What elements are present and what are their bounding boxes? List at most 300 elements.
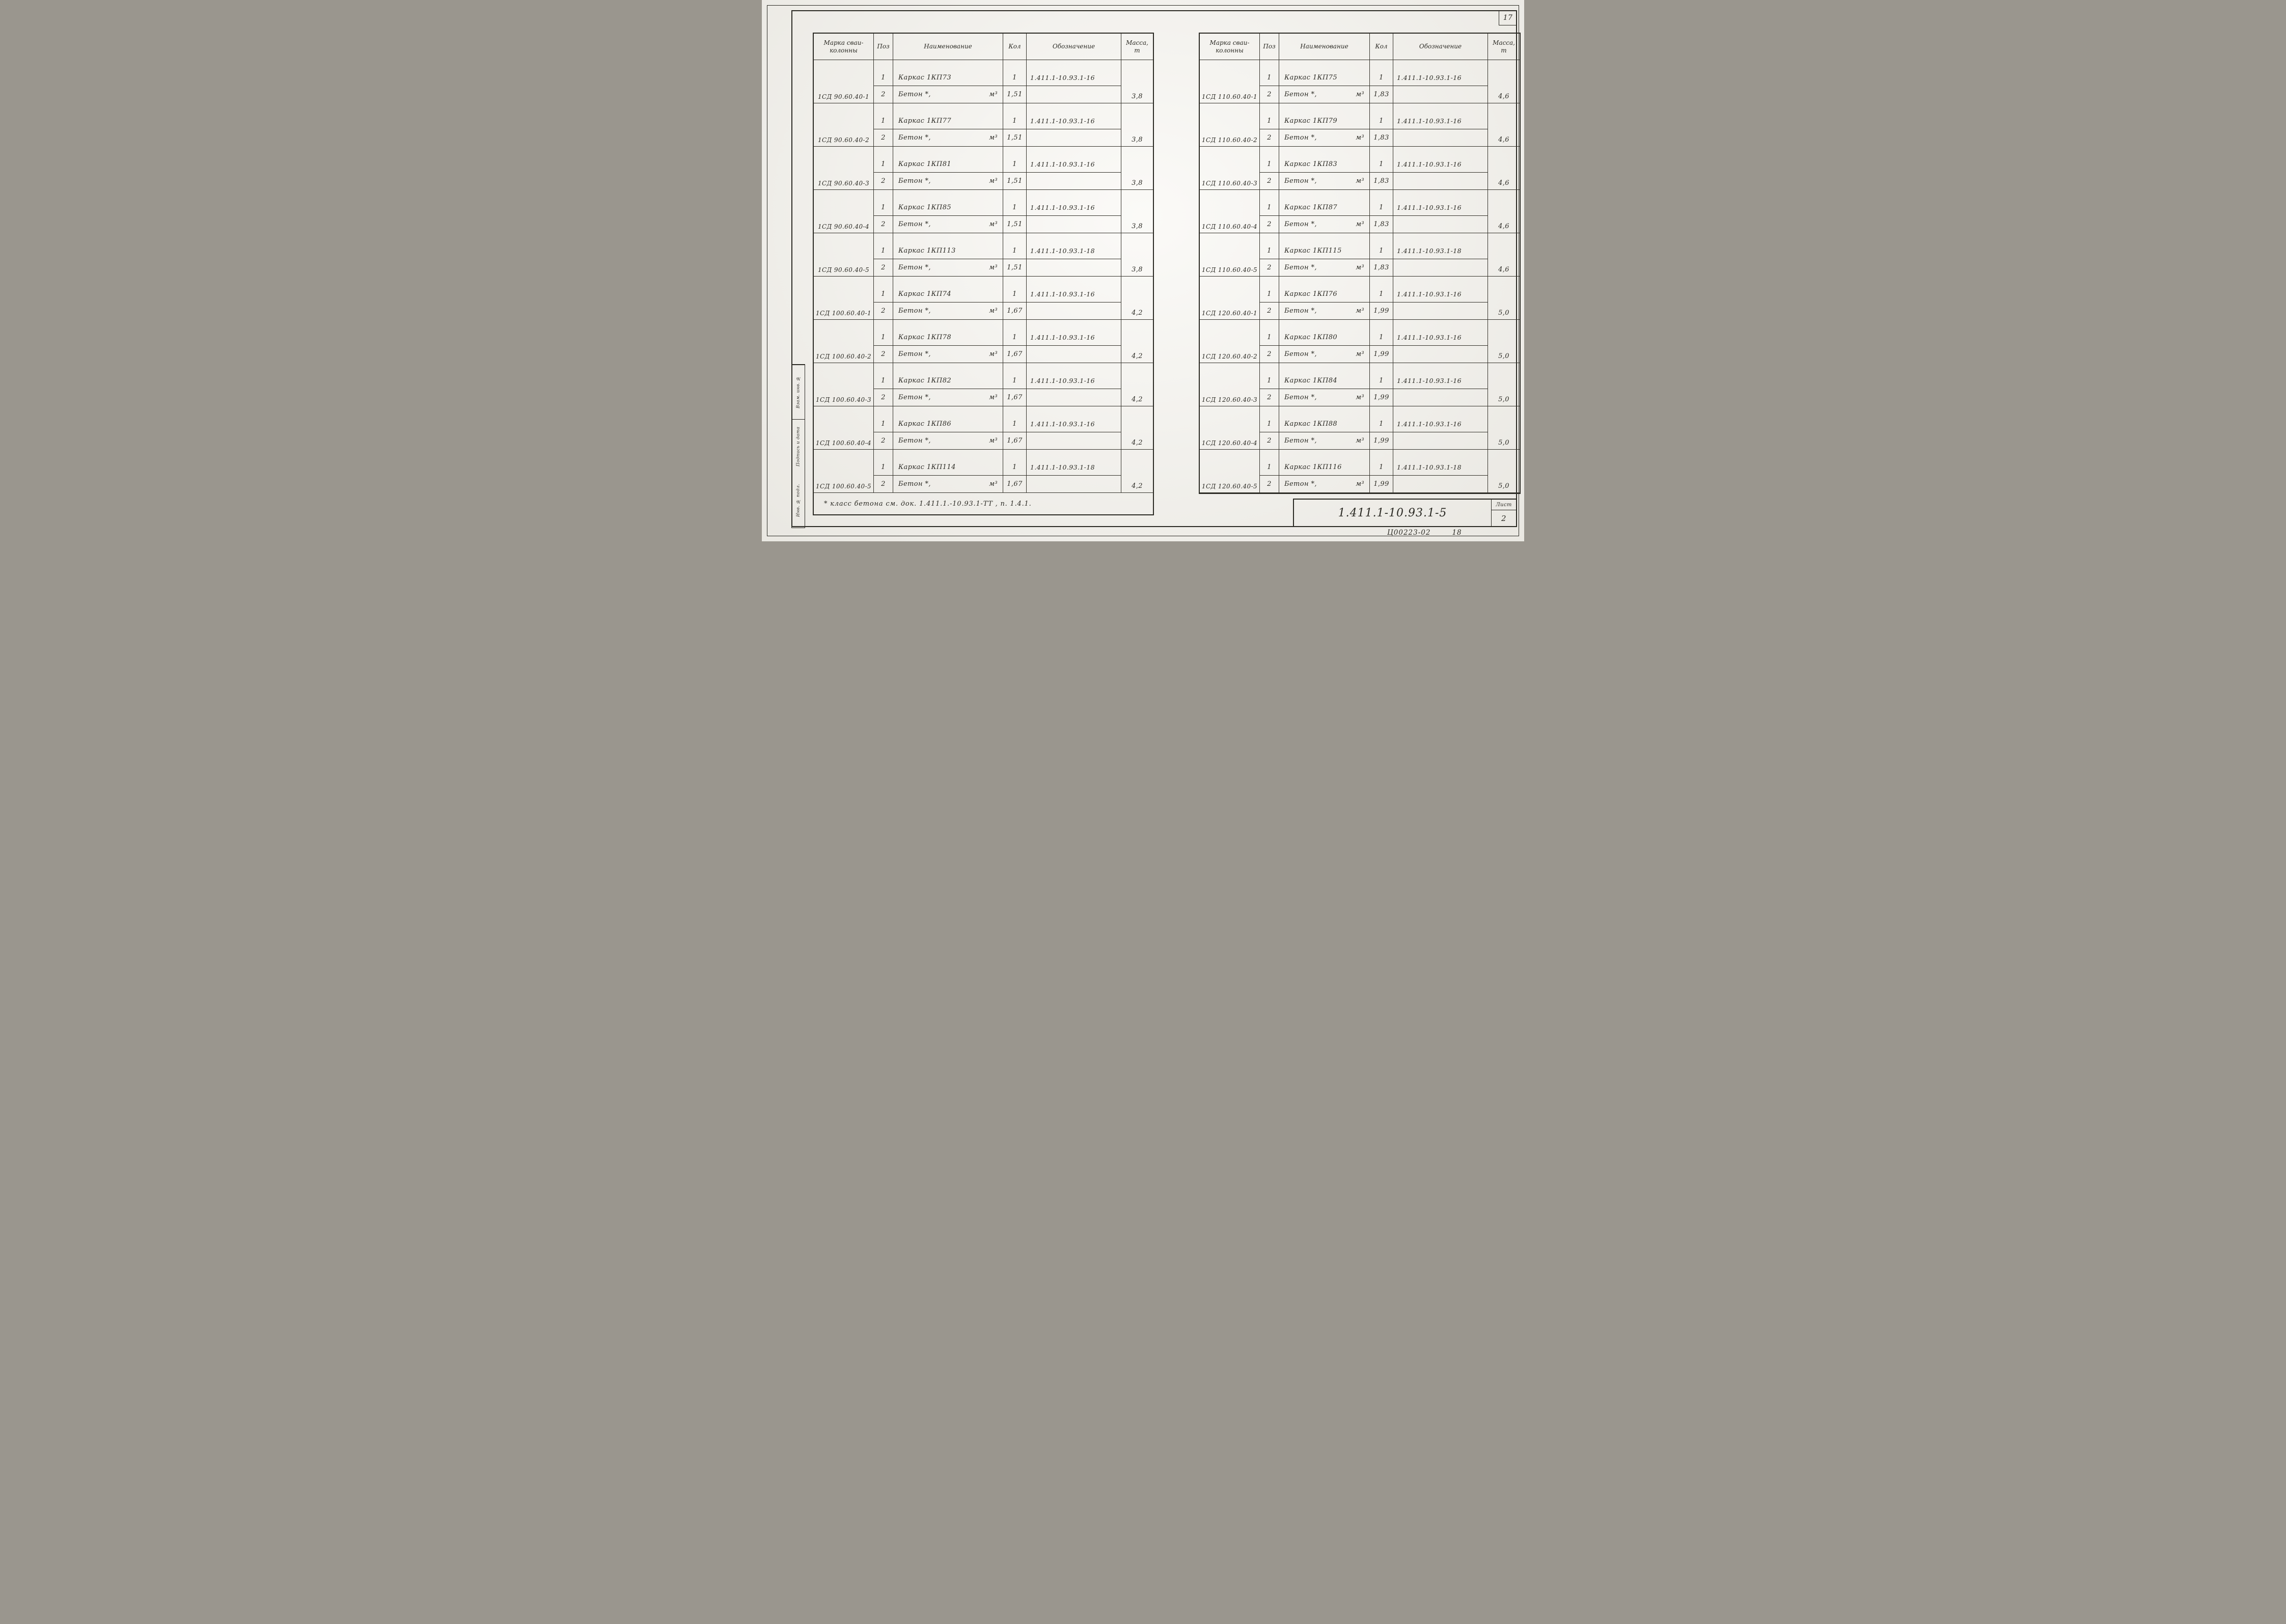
spacer-cell	[874, 277, 893, 286]
designation-cell	[1393, 476, 1488, 492]
table-body	[1200, 60, 1520, 493]
designation-cell: 1.411.1-10.93.1-18	[1393, 459, 1488, 476]
unit-label: м³	[989, 134, 998, 142]
spec-row-group	[1200, 450, 1520, 493]
poz-cell: 2	[874, 302, 893, 319]
spacer-cell	[1260, 363, 1279, 372]
name-cell: Каркас 1КП77	[893, 113, 1003, 129]
spacer-cell	[1370, 147, 1393, 156]
massa-cell: 5,0	[1498, 396, 1509, 403]
kol-cell: 1,83	[1370, 129, 1393, 146]
unit-label: м³	[989, 437, 998, 445]
mark-cell: 1СД 100.60.40-3	[814, 363, 874, 406]
poz-cell: 2	[1260, 346, 1279, 363]
header-designation: Обозначение	[1027, 34, 1121, 60]
poz-cell: 2	[1260, 259, 1279, 276]
poz-cell: 2	[874, 346, 893, 363]
unit-label: м³	[989, 350, 998, 358]
spacer-cell	[1260, 406, 1279, 416]
designation-cell	[1027, 173, 1121, 189]
spacer-cell	[1393, 320, 1488, 329]
massa-cell: 4,2	[1132, 352, 1143, 360]
spacer-cell	[874, 190, 893, 199]
poz-cell: 1	[1260, 329, 1279, 346]
designation-cell: 1.411.1-10.93.1-16	[1027, 156, 1121, 173]
kol-cell: 1,51	[1003, 216, 1027, 233]
massa-cell: 5,0	[1498, 482, 1509, 490]
drawing-sheet	[762, 0, 1524, 541]
spacer-cell	[1260, 233, 1279, 242]
spacer-cell	[1279, 320, 1370, 329]
designation-cell: 1.411.1-10.93.1-16	[1027, 69, 1121, 86]
poz-cell: 2	[874, 259, 893, 276]
kol-cell: 1,99	[1370, 389, 1393, 406]
poz-cell: 1	[1260, 199, 1279, 216]
name-cell: Каркас 1КП79	[1279, 113, 1370, 129]
mark-cell: 1СД 120.60.40-2	[1200, 320, 1260, 363]
spacer-cell	[1260, 60, 1279, 69]
mark-cell: 1СД 100.60.40-2	[814, 320, 874, 363]
designation-cell	[1393, 302, 1488, 319]
header-name: Наименование	[1279, 34, 1370, 60]
mark-cell: 1СД 90.60.40-1	[814, 60, 874, 103]
massa-cell: 5,0	[1498, 352, 1509, 360]
unit-label: м³	[1356, 307, 1364, 315]
unit-label: м³	[1356, 134, 1364, 142]
unit-label: м³	[1356, 221, 1364, 228]
spacer-cell	[1260, 450, 1279, 459]
stamp-inv-podl: Инв. № подл.	[795, 484, 801, 517]
spacer-cell	[1003, 233, 1027, 242]
kol-cell: 1,67	[1003, 476, 1027, 492]
header-poz: Поз	[874, 34, 893, 60]
name-cell: Бетон *, м³	[1279, 476, 1370, 492]
poz-cell: 1	[874, 199, 893, 216]
spacer-cell	[1393, 190, 1488, 199]
spacer-cell	[893, 103, 1003, 113]
spacer-cell	[1260, 103, 1279, 113]
spacer-cell	[1260, 320, 1279, 329]
designation-cell	[1027, 259, 1121, 276]
kol-cell: 1	[1003, 459, 1027, 476]
spacer-cell	[1393, 147, 1488, 156]
designation-cell	[1393, 389, 1488, 406]
mark-cell: 1СД 110.60.40-5	[1200, 233, 1260, 276]
spacer-cell	[1027, 320, 1121, 329]
designation-cell	[1027, 129, 1121, 146]
header-kol: Кол	[1370, 34, 1393, 60]
designation-cell: 1.411.1-10.93.1-16	[1393, 416, 1488, 432]
poz-cell: 2	[874, 86, 893, 103]
name-cell: Бетон *, м³	[893, 389, 1003, 406]
poz-cell: 1	[1260, 416, 1279, 432]
designation-cell: 1.411.1-10.93.1-16	[1027, 416, 1121, 432]
unit-label: м³	[989, 394, 998, 401]
spec-row-group	[1200, 190, 1520, 233]
name-cell: Бетон *, м³	[893, 216, 1003, 233]
unit-label: м³	[1356, 91, 1364, 98]
unit-label: м³	[1356, 480, 1364, 488]
sheet-counter-label: Лист	[1492, 500, 1516, 510]
unit-label: м³	[989, 264, 998, 271]
spacer-cell	[1279, 103, 1370, 113]
poz-cell: 1	[874, 156, 893, 173]
mark-cell: 1СД 100.60.40-4	[814, 406, 874, 449]
name-cell: Каркас 1КП74	[893, 286, 1003, 302]
unit-label: м³	[1356, 264, 1364, 271]
spacer-cell	[1370, 277, 1393, 286]
massa-cell: 4,6	[1498, 93, 1509, 100]
designation-cell: 1.411.1-10.93.1-16	[1393, 329, 1488, 346]
spacer-cell	[1027, 233, 1121, 242]
spacer-cell	[874, 320, 893, 329]
spacer-cell	[893, 277, 1003, 286]
spacer-cell	[1260, 147, 1279, 156]
poz-cell: 1	[874, 459, 893, 476]
kol-cell: 1,51	[1003, 86, 1027, 103]
header-poz: Поз	[1260, 34, 1279, 60]
designation-cell: 1.411.1-10.93.1-16	[1027, 329, 1121, 346]
poz-cell: 1	[1260, 286, 1279, 302]
spacer-cell	[893, 190, 1003, 199]
spec-row-group	[814, 406, 1153, 450]
designation-cell	[1027, 302, 1121, 319]
spacer-cell	[1260, 277, 1279, 286]
designation-cell	[1027, 432, 1121, 449]
massa-cell: 4,2	[1132, 439, 1143, 447]
mark-cell: 1СД 120.60.40-4	[1200, 406, 1260, 449]
poz-cell: 2	[1260, 216, 1279, 233]
sheet-counter-value: 2	[1501, 513, 1506, 523]
spacer-cell	[1393, 60, 1488, 69]
spacer-cell	[1027, 147, 1121, 156]
kol-cell: 1	[1003, 242, 1027, 259]
spacer-cell	[874, 147, 893, 156]
mark-cell: 1СД 90.60.40-3	[814, 147, 874, 189]
name-cell: Каркас 1КП81	[893, 156, 1003, 173]
name-cell: Бетон *, м³	[893, 259, 1003, 276]
kol-cell: 1	[1003, 372, 1027, 389]
spacer-cell	[1279, 233, 1370, 242]
name-cell: Бетон *, м³	[1279, 173, 1370, 189]
name-cell: Бетон *, м³	[893, 432, 1003, 449]
kol-cell: 1	[1370, 372, 1393, 389]
name-cell: Каркас 1КП113	[893, 242, 1003, 259]
spec-row-group	[814, 277, 1153, 320]
unit-label: м³	[1356, 437, 1364, 445]
kol-cell: 1,67	[1003, 302, 1027, 319]
kol-cell: 1,51	[1003, 129, 1027, 146]
designation-cell	[1027, 86, 1121, 103]
spacer-cell	[1003, 363, 1027, 372]
spacer-cell	[874, 103, 893, 113]
footnote: * класс бетона см. док. 1.411.1.-10.93.1-ТТ , п. 1.4.1.	[824, 500, 1032, 508]
massa-cell: 3,8	[1132, 179, 1143, 187]
unit-label: м³	[989, 480, 998, 488]
spacer-cell	[1370, 450, 1393, 459]
spacer-cell	[1393, 233, 1488, 242]
spacer-cell	[1027, 277, 1121, 286]
footer-codes	[1387, 529, 1462, 537]
name-cell: Каркас 1КП78	[893, 329, 1003, 346]
designation-cell	[1393, 346, 1488, 363]
unit-label: м³	[989, 177, 998, 185]
spacer-cell	[1393, 450, 1488, 459]
kol-cell: 1,83	[1370, 259, 1393, 276]
spec-row-group	[814, 233, 1153, 277]
footer-archive-code: Ц00223-02	[1387, 529, 1431, 537]
header-mark: Марка сваи-колонны	[814, 34, 874, 60]
poz-cell: 2	[1260, 476, 1279, 492]
footer-page-number: 18	[1452, 529, 1462, 537]
mark-cell: 1СД 90.60.40-2	[814, 103, 874, 146]
spacer-cell	[1003, 147, 1027, 156]
poz-cell: 2	[1260, 129, 1279, 146]
kol-cell: 1,83	[1370, 173, 1393, 189]
spacer-cell	[874, 60, 893, 69]
name-cell: Каркас 1КП88	[1279, 416, 1370, 432]
poz-cell: 2	[874, 432, 893, 449]
spec-row-group	[1200, 277, 1520, 320]
name-cell: Каркас 1КП86	[893, 416, 1003, 432]
spacer-cell	[1003, 406, 1027, 416]
designation-cell: 1.411.1-10.93.1-18	[1393, 242, 1488, 259]
spec-row-group	[1200, 147, 1520, 190]
spacer-cell	[1027, 363, 1121, 372]
mark-cell: 1СД 90.60.40-4	[814, 190, 874, 233]
poz-cell: 1	[874, 286, 893, 302]
designation-cell: 1.411.1-10.93.1-18	[1027, 242, 1121, 259]
name-cell: Каркас 1КП84	[1279, 372, 1370, 389]
spacer-cell	[1279, 190, 1370, 199]
kol-cell: 1	[1003, 416, 1027, 432]
spec-row-group	[1200, 60, 1520, 103]
name-cell: Каркас 1КП87	[1279, 199, 1370, 216]
spacer-cell	[1003, 320, 1027, 329]
spec-row-group	[814, 320, 1153, 363]
mark-cell: 1СД 100.60.40-5	[814, 450, 874, 492]
title-block	[1293, 499, 1517, 527]
kol-cell: 1,99	[1370, 302, 1393, 319]
kol-cell: 1,99	[1370, 346, 1393, 363]
mark-cell: 1СД 90.60.40-5	[814, 233, 874, 276]
spacer-cell	[874, 233, 893, 242]
designation-cell: 1.411.1-10.93.1-16	[1027, 372, 1121, 389]
spec-row-group	[814, 363, 1153, 406]
table-header	[1200, 34, 1520, 60]
spacer-cell	[1003, 450, 1027, 459]
poz-cell: 2	[874, 389, 893, 406]
header-massa: Масса, т	[1121, 34, 1153, 60]
kol-cell: 1	[1370, 156, 1393, 173]
spec-row-group	[814, 103, 1153, 147]
sheet-number: 17	[1503, 14, 1513, 22]
poz-cell: 1	[874, 329, 893, 346]
kol-cell: 1	[1370, 69, 1393, 86]
massa-cell: 4,6	[1498, 136, 1509, 144]
spacer-cell	[893, 450, 1003, 459]
name-cell: Каркас 1КП83	[1279, 156, 1370, 173]
massa-cell: 3,8	[1132, 266, 1143, 273]
name-cell: Бетон *, м³	[1279, 302, 1370, 319]
table-body	[814, 60, 1153, 493]
side-stamp-column	[791, 364, 805, 528]
spacer-cell	[1003, 277, 1027, 286]
spacer-cell	[1393, 103, 1488, 113]
mark-cell: 1СД 120.60.40-1	[1200, 277, 1260, 319]
designation-cell	[1027, 389, 1121, 406]
massa-cell: 4,2	[1132, 396, 1143, 403]
kol-cell: 1,67	[1003, 389, 1027, 406]
spacer-cell	[1027, 406, 1121, 416]
poz-cell: 1	[1260, 113, 1279, 129]
poz-cell: 1	[874, 416, 893, 432]
designation-cell	[1027, 476, 1121, 492]
header-kol: Кол	[1003, 34, 1027, 60]
spacer-cell	[1279, 60, 1370, 69]
name-cell: Каркас 1КП116	[1279, 459, 1370, 476]
poz-cell: 1	[1260, 459, 1279, 476]
kol-cell: 1	[1370, 113, 1393, 129]
name-cell: Бетон *, м³	[1279, 216, 1370, 233]
mark-cell: 1СД 110.60.40-3	[1200, 147, 1260, 189]
massa-cell: 4,6	[1498, 179, 1509, 187]
spacer-cell	[1370, 406, 1393, 416]
kol-cell: 1,83	[1370, 216, 1393, 233]
sheet-number-box	[1499, 10, 1517, 25]
name-cell: Бетон *, м³	[893, 129, 1003, 146]
poz-cell: 1	[1260, 156, 1279, 173]
spacer-cell	[1370, 320, 1393, 329]
kol-cell: 1	[1370, 416, 1393, 432]
name-cell: Бетон *, м³	[1279, 346, 1370, 363]
designation-cell	[1393, 259, 1488, 276]
designation-cell	[1393, 173, 1488, 189]
spacer-cell	[874, 363, 893, 372]
kol-cell: 1,51	[1003, 173, 1027, 189]
poz-cell: 1	[874, 69, 893, 86]
kol-cell: 1,99	[1370, 476, 1393, 492]
poz-cell: 2	[874, 173, 893, 189]
designation-cell	[1393, 129, 1488, 146]
designation-cell	[1393, 86, 1488, 103]
poz-cell: 2	[874, 476, 893, 492]
massa-cell: 5,0	[1498, 309, 1509, 317]
name-cell: Бетон *, м³	[893, 302, 1003, 319]
name-cell: Каркас 1КП73	[893, 69, 1003, 86]
name-cell: Бетон *, м³	[1279, 432, 1370, 449]
kol-cell: 1	[1003, 69, 1027, 86]
name-cell: Каркас 1КП76	[1279, 286, 1370, 302]
spec-row-group	[1200, 320, 1520, 363]
header-name: Наименование	[893, 34, 1003, 60]
unit-label: м³	[989, 307, 998, 315]
designation-cell	[1393, 216, 1488, 233]
kol-cell: 1	[1003, 199, 1027, 216]
spacer-cell	[1027, 450, 1121, 459]
spacer-cell	[1279, 406, 1370, 416]
name-cell: Бетон *, м³	[893, 346, 1003, 363]
name-cell: Каркас 1КП80	[1279, 329, 1370, 346]
kol-cell: 1	[1370, 286, 1393, 302]
mark-cell: 1СД 110.60.40-1	[1200, 60, 1260, 103]
name-cell: Бетон *, м³	[1279, 259, 1370, 276]
name-cell: Бетон *, м³	[893, 476, 1003, 492]
name-cell: Бетон *, м³	[1279, 86, 1370, 103]
spacer-cell	[1279, 450, 1370, 459]
spacer-cell	[1279, 363, 1370, 372]
kol-cell: 1	[1370, 329, 1393, 346]
unit-label: м³	[1356, 394, 1364, 401]
spacer-cell	[1370, 190, 1393, 199]
name-cell: Каркас 1КП115	[1279, 242, 1370, 259]
spacer-cell	[1027, 103, 1121, 113]
kol-cell: 1	[1370, 459, 1393, 476]
name-cell: Каркас 1КП75	[1279, 69, 1370, 86]
poz-cell: 2	[1260, 86, 1279, 103]
kol-cell: 1	[1003, 113, 1027, 129]
poz-cell: 2	[1260, 389, 1279, 406]
table-header	[814, 34, 1153, 60]
unit-label: м³	[1356, 350, 1364, 358]
spec-row-group	[1200, 103, 1520, 147]
spacer-cell	[1393, 406, 1488, 416]
name-cell: Каркас 1КП82	[893, 372, 1003, 389]
spec-row-group	[1200, 363, 1520, 406]
header-designation: Обозначение	[1393, 34, 1488, 60]
kol-cell: 1,99	[1370, 432, 1393, 449]
mark-cell: 1СД 110.60.40-4	[1200, 190, 1260, 233]
document-number: 1.411.1-10.93.1-5	[1338, 506, 1447, 519]
spacer-cell	[1370, 363, 1393, 372]
kol-cell: 1	[1003, 286, 1027, 302]
designation-cell: 1.411.1-10.93.1-16	[1393, 372, 1488, 389]
kol-cell: 1	[1003, 156, 1027, 173]
poz-cell: 1	[1260, 372, 1279, 389]
spacer-cell	[1393, 363, 1488, 372]
mark-cell: 1СД 120.60.40-5	[1200, 450, 1260, 492]
name-cell: Бетон *, м³	[893, 86, 1003, 103]
massa-cell: 3,8	[1132, 136, 1143, 144]
spacer-cell	[1393, 277, 1488, 286]
spacer-cell	[893, 147, 1003, 156]
designation-cell: 1.411.1-10.93.1-16	[1393, 199, 1488, 216]
massa-cell: 5,0	[1498, 439, 1509, 447]
designation-cell: 1.411.1-10.93.1-18	[1027, 459, 1121, 476]
unit-label: м³	[989, 91, 998, 98]
header-massa: Масса, т	[1488, 34, 1520, 60]
spacer-cell	[1003, 190, 1027, 199]
spacer-cell	[1003, 60, 1027, 69]
spec-row-group	[814, 450, 1153, 493]
designation-cell: 1.411.1-10.93.1-16	[1027, 199, 1121, 216]
mark-cell: 1СД 100.60.40-1	[814, 277, 874, 319]
kol-cell: 1,51	[1003, 259, 1027, 276]
designation-cell: 1.411.1-10.93.1-16	[1027, 286, 1121, 302]
spec-row-group	[814, 190, 1153, 233]
poz-cell: 2	[1260, 302, 1279, 319]
kol-cell: 1	[1370, 242, 1393, 259]
name-cell: Бетон *, м³	[893, 173, 1003, 189]
spacer-cell	[874, 450, 893, 459]
kol-cell: 1	[1370, 199, 1393, 216]
kol-cell: 1	[1003, 329, 1027, 346]
spacer-cell	[893, 60, 1003, 69]
mark-cell: 1СД 120.60.40-3	[1200, 363, 1260, 406]
poz-cell: 2	[874, 129, 893, 146]
spacer-cell	[1279, 147, 1370, 156]
poz-cell: 2	[874, 216, 893, 233]
